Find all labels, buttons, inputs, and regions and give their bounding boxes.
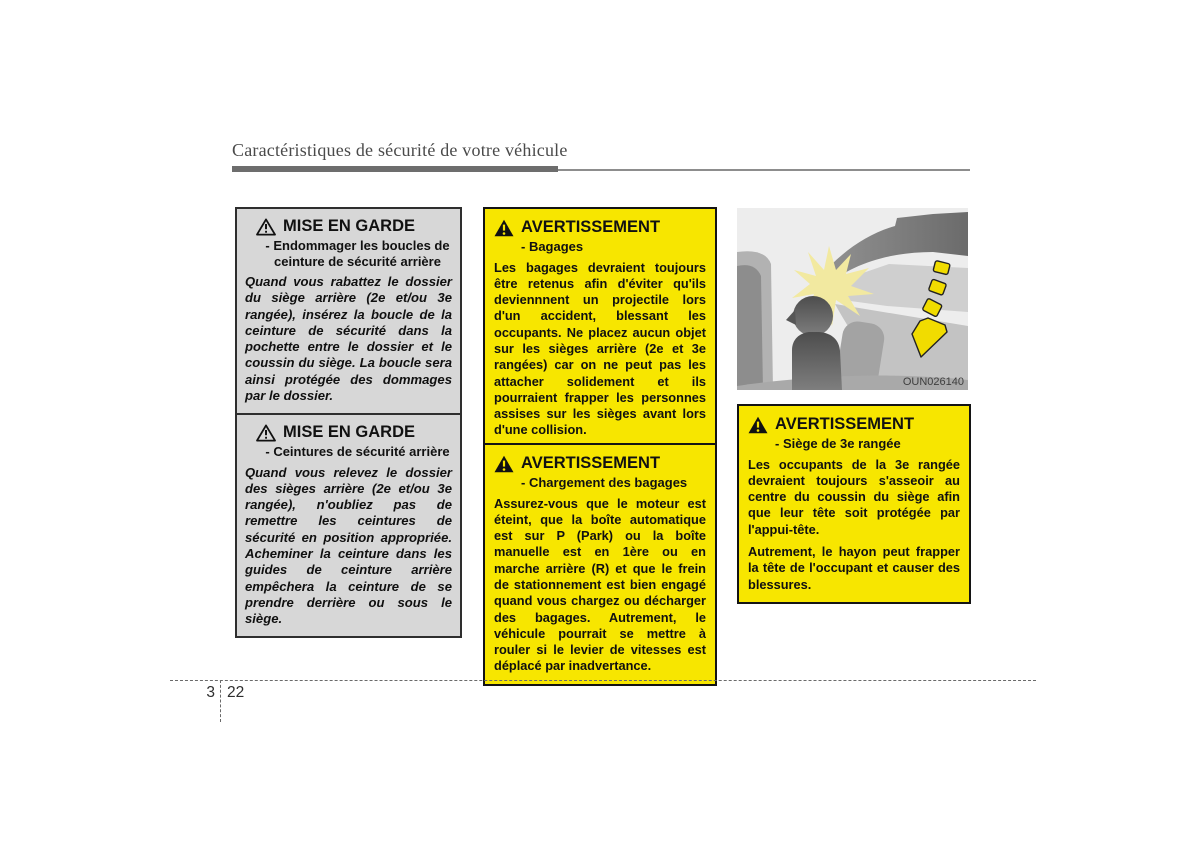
caution-body: Quand vous rabattez le dossier du siège arrière (2e et/ou 3e rangée), insérez la boucle de la ceinture de sécurité dans la pochette entre le dossier et le coussin du siège. La boucle sera ainsi protégée des dommages par le dossier. (245, 274, 452, 404)
tailgate-illustration (737, 208, 968, 390)
footer-chapter-number: 3 (206, 684, 215, 701)
caution-subtitle: - Endommager les boucles de ceinture de sécurité arrière (265, 238, 450, 269)
warning-triangle-icon (494, 219, 514, 237)
warning-subtitle: - Bagages (521, 239, 584, 254)
header-rule-thin (558, 169, 970, 171)
footer-page-number: 22 (227, 684, 245, 701)
footer-dashed-rule (170, 680, 1036, 681)
caution-box-rear-seat-belts (235, 413, 462, 638)
warning-subtitle: - Chargement des bagages (521, 475, 688, 490)
warning-title (748, 415, 960, 434)
warning-body-2: Autrement, le hayon peut frapper la tête de l'occupant et causer des blessures. (748, 543, 960, 592)
caution-subtitle: - Ceintures de sécurité arrière (265, 444, 450, 459)
caution-box-rear-belt-buckles (235, 207, 462, 415)
caution-body: Quand vous relevez le dossier des sièges arrière (2e et/ou 3e rangée), n'oubliez pas de remettre les ceintures de sécurité en position appropriée. Acheminer la ceinture dans les guides de ceinture arrière empêchera la ceinture de se prendre derrière ou sous le siège. (245, 464, 452, 627)
warning-body-1: Les occupants de la 3e rangée devraient toujours s'asseoir au centre du coussin du siège afin que leur tête soit protégée par l'appui-tête. (748, 456, 960, 537)
header-rule-thick (232, 166, 558, 172)
caution-title (245, 423, 452, 442)
caution-triangle-icon (256, 218, 276, 236)
warning-title-text: AVERTISSEMENT (521, 454, 661, 472)
warning-title (494, 454, 706, 473)
warning-body: Assurez-vous que le moteur est éteint, que la boîte automatique est sur P (Park) ou la boîte manuelle est en 1ère ou en marche arrière (R) et que le frein de stationnement est bien engagé quand vous chargez ou décharger des bagages. Autrement, le véhicule pourrait se mettre à rouler si le levier de vitesses est déplacé par inadvertance. (494, 495, 706, 674)
page-title: Caractéristiques de sécurité de votre véhicule (232, 140, 568, 160)
caution-triangle-icon (256, 424, 276, 442)
footer-vertical-dashed-rule (220, 680, 221, 722)
figure-code: OUN026140 (902, 376, 964, 388)
warning-triangle-icon (748, 416, 768, 434)
warning-box-third-row-seat (737, 404, 971, 604)
occupant-torso (792, 332, 842, 390)
occupant-head (793, 296, 833, 336)
warning-title (494, 218, 706, 237)
caution-title-text: MISE EN GARDE (283, 423, 416, 441)
figure-tailgate-head-impact (737, 208, 968, 390)
warning-box-luggage (483, 207, 717, 450)
warning-title-text: AVERTISSEMENT (775, 415, 915, 433)
warning-subtitle: - Siège de 3e rangée (775, 436, 901, 451)
warning-box-loading-luggage (483, 443, 717, 686)
caution-title (245, 217, 452, 236)
warning-title-text: AVERTISSEMENT (521, 218, 661, 236)
seatback-left-inner (737, 265, 763, 390)
caution-title-text: MISE EN GARDE (283, 217, 416, 235)
warning-body: Les bagages devraient toujours être retenus afin d'éviter qu'ils deviennnent un projectile lors d'un accident, blessant les occupants. Ne placez aucun objet sur les sièges arrière (2e et 3e rangées) car on ne peut pas les attacher solidement et ils pourraient frapper les personnes assises sur les sièges avant lors d'une collision. (494, 259, 706, 438)
warning-triangle-icon (494, 455, 514, 473)
